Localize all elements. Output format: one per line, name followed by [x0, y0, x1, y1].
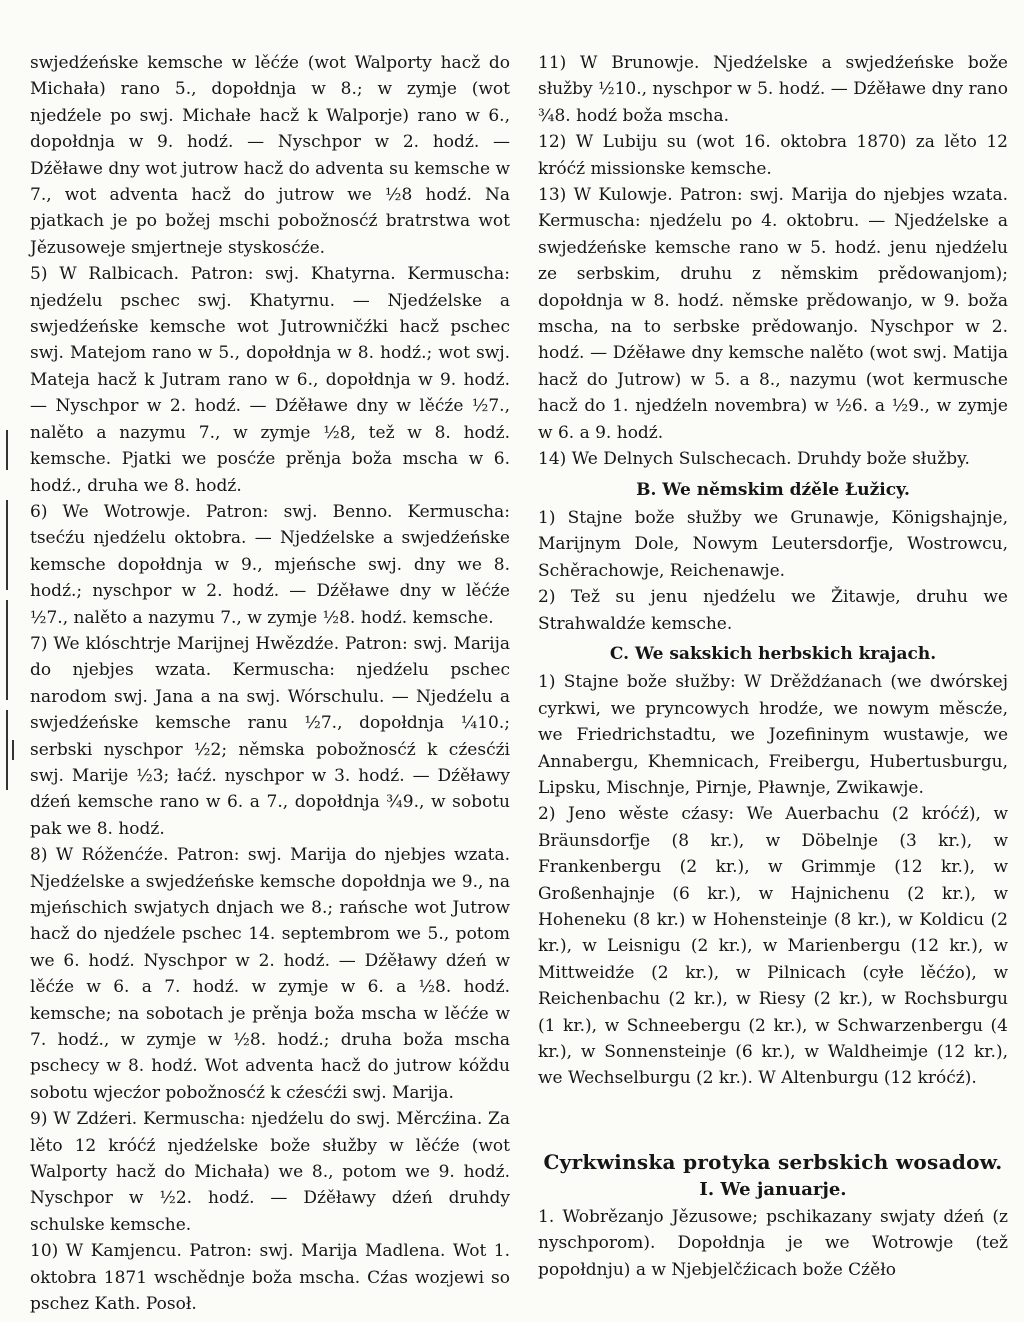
calendar-subtitle: I. We januarje. — [699, 1178, 847, 1200]
section-heading-c: C. We sakskich herbskich krajach. — [609, 643, 937, 664]
calendar-title: Cyrkwinska protyka serbskich wosadow. — [543, 1149, 1003, 1174]
paragraph-wotrow: 6) We Wotrowje. Patron: swj. Benno. Kermuscha: tsećźu njedźelu oktobra. — Njedźelske a swjedźeńske kemsche dopołdnja w 9., mjeńsche swj. dny we 8. hodź.; nyschpor w 2. hodź. — Dźěławe dny w lěćźe ½7., nalěto a nazymu 7., w zymje ½8. hodź. kemsche. — [30, 501, 510, 628]
section-heading-b: B. We němskim dźěle Łužicy. — [636, 479, 910, 500]
paragraph-lubij: 12) W Lubiju su (wot 16. oktobra 1870) za lěto 12 króćź missionske kemsche. — [538, 132, 1008, 179]
margin-ink-marks — [0, 0, 26, 1322]
paragraph-c1: 1) Stajne bože słužby: W Drěždźanach (we dwórskej cyrkwi, we pryncowych hrodźe, we nowym měscźe, we Friedrichstadtu, we Jozefininym wustawje, we Annabergu, Khemnicach, Freibergu, Hubertusburgu, Lipsku, Mischnje, Pirnje, Pławnje, Zwikawje. — [538, 672, 1008, 798]
right-column — [538, 50, 1008, 1312]
calendar-entry-1: 1. Wobrězanjo Jězusowe; pschikazany swjaty dźeń (z nyschporom). Dopołdnja je we Wotrowje (tež popołdnju) a w Njebjelčźicach bože Cźěło — [538, 1206, 1008, 1280]
left-column — [30, 50, 510, 1315]
paragraph-ralbicy: 5) W Ralbicach. Patron: swj. Khatyrna. Kermuscha: njedźelu pschec swj. Khatyrnu. — Njedźelske a swjedźeńske kemsche wot Jutrowničźki hacž pschec swj. Matejom rano w 5., dopołdnja w 8. hodź.; wot swj. Mateja hacž k Jutram rano w 6., dopołdnja w 9. hodź. — Nyschpor w 2. hodź. — Dźěławe dny w lěćźe ½7., nalěto a nazymu 7., w zymje ½8, tež w 8. hodź. kemsche. Pjatki we posćźe prěnja boža mscha w 6. hodź., druha we 8. hodź. — [30, 264, 510, 496]
paragraph-marijna-hwezda: 7) We klóschtrje Marijnej Hwězdźe. Patron: swj. Marija do njebjes wzata. Kermuscha: njedźelu pschec narodom swj. Jana a na swj. Wórschulu. — Njedźelu a swjedźeńske kemsche ranu ½7., dopołdnja ¼10.; serbski nyschpor ½2; němska pobožnosćź k cźesćźi swj. Marije ½3; łaćź. nyschpor w 3. hodź. — Dźěławy dźeń kemsche rano w 6. a 7., dopołdnja ¾9., w sobotu pak we 8. hodź. — [30, 633, 510, 839]
paragraph-delne-sulsecy: 14) We Delnych Sulschecach. Druhdy bože słužby. — [538, 449, 970, 470]
paragraph-zdzer: 9) W Zdźeri. Kermuscha: njedźelu do swj. Měrcźina. Za lěto 12 króćź njedźelske bože słužby w lěćźe (wot Walporty hacž do Michała) we 8., potom we 9. hodź. Nyschpor w ½2. hodź. — Dźěławy dźeń druhdy schulske kemsche. — [30, 1109, 510, 1235]
paragraph-c2: 2) Jeno wěste cźasy: We Auerbachu (2 króćź), w Bräunsdorfje (8 kr.), w Döbelnje (3 kr.), w Frankenbergu (2 kr.), w Grimmje (12 kr.), w Großenhajnje (6 kr.), w Hajnichenu (2 kr.), w Hoheneku (8 kr.) w Hohensteinje (8 kr.), w Koldicu (2 kr.), w Leisnigu (2 kr.), w Marienbergu (12 kr.), w Mittweidźe (2 kr.), w Pilnicach (cyłe lěćźo), w Reichenbachu (2 kr.), w Riesy (2 kr.), w Rochsburgu (1 kr.), w Schneebergu (2 kr.), w Schwarzenbergu (4 kr.), w Sonnensteinje (6 kr.), w Waldheimje (12 kr.), we Wechselburgu (2 kr.). W Altenburgu (12 króćź). — [538, 804, 1008, 1089]
paragraph-schedule-intro: swjedźeńske kemsche w lěćźe (wot Walporty hacž do Michała) rano 5., dopołdnja w 8.; w zymje (wot njedźele po swj. Michałe hacž k Walporje) rano w 6., dopołdnja w 9. hodź. — Nyschpor w 2. hodź. — Dźěławe dny wot jutrow hacž do adventa su kemsche w 7., wot adventa hacž do jutrow we ½8 hodź. Na pjatkach je po božej mschi pobožnosćź bratrstwa wot Jězusoweje smjertneje styskosćźe. — [30, 53, 510, 258]
paragraph-b2: 2) Tež su jenu njedźelu we Žitawje, druhu we Strahwaldźe kemsche. — [538, 587, 1008, 634]
paragraph-kulow: 13) W Kulowje. Patron: swj. Marija do njebjes wzata. Kermuscha: njedźelu po 4. oktobru. — Njedźelske a swjedźeńske kemsche rano w 5. hodź. jenu njedźelu ze serbskim, druhu z němskim prědowanjom); dopołdnja w 8. hodź. němske prědowanjo, w 9. boža mscha, na to serbske prědowanjo. Nyschpor w 2. hodź. — Dźěławe dny kemsche nalěto (wot swj. Matija hacž do Jutrow) w 5. a 8., nazymu (wot kermusche hacž do 1. njedźeln novembra) w ½6. a ½9., w zymje w 6. a 9. hodź. — [538, 185, 1008, 443]
paragraph-rozant: 8) W Róženćźe. Patron: swj. Marija do njebjes wzata. Njedźelske a swjedźeńske kemsche dopołdnja we 9., na mjeńschich swjatych dnjach we 8.; rańsche wot Jutrow hacž do njedźele pschec 14. septembrom we 5., potom we 6. hodź. Nyschpor w 2. hodź. — Dźěławy dźeń w lěćźe w 6. a 7. hodź. w zymje w 6. a ½8. hodź. kemsche; na sobotach je prěnja boža mscha w lěćźe w 7. hodź., w zymje w ½8. hodź.; druha boža mscha pschecy w 8. hodź. Wot adventa hacž do jutrow kóždu sobotu wjecźor pobožnosćź k cźesćźi swj. Marija. — [30, 845, 510, 1103]
paragraph-b1: 1) Stajne bože słužby we Grunawje, Königshajnje, Marijnym Dole, Nowym Leutersdorfje, Wostrowcu, Schěrachowje, Reichenawje. — [538, 507, 1008, 581]
paragraph-kamjenc: 10) W Kamjencu. Patron: swj. Marija Madlena. Wot 1. oktobra 1871 wschědnje boža mscha. Cźas wozjewi so pschez Kath. Posoł. — [30, 1241, 510, 1315]
paragraph-brunow: 11) W Brunowje. Njedźelske a swjedźeńske bože słužby ½10., nyschpor w 5. hodź. — Dźěławe dny rano ¾8. hodź boža mscha. — [538, 53, 1008, 126]
